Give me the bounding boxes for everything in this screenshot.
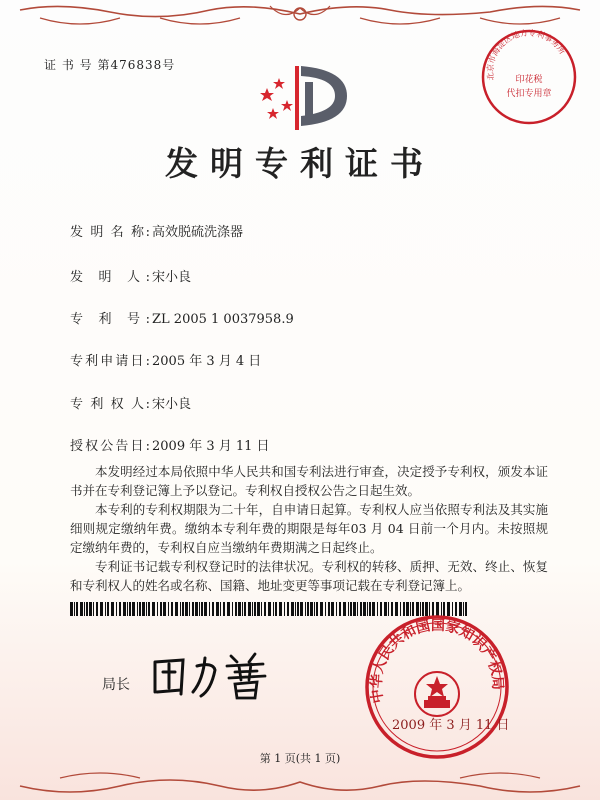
barcode-bar xyxy=(235,602,237,616)
national-emblem-icon xyxy=(415,672,459,716)
certificate-number: 证 书 号 第476838号 xyxy=(44,58,176,72)
barcode-bar xyxy=(209,602,210,616)
barcode-bar xyxy=(212,602,214,616)
barcode-bar xyxy=(116,602,117,616)
patent-office-logo-icon xyxy=(255,60,365,132)
barcode-bar xyxy=(254,602,256,616)
barcode-bar xyxy=(348,602,349,616)
barcode-bar xyxy=(300,602,303,616)
barcode-bar xyxy=(76,602,78,616)
barcode-bar xyxy=(163,602,166,616)
barcode-bar xyxy=(100,602,103,616)
barcode-bar xyxy=(305,602,306,616)
barcode-bar xyxy=(223,602,225,616)
barcode-bar xyxy=(80,602,83,616)
barcode-bar xyxy=(201,602,203,616)
barcode-bar xyxy=(336,602,337,616)
body-paragraph: 本发明经过本局依照中华人民共和国专利法进行审查，决定授予专利权，颁发本证书并在专利登记簿上予以登记。专利权自授权公告之日起生效。 xyxy=(70,464,548,498)
barcode-bar xyxy=(70,602,73,616)
barcode-bar xyxy=(168,602,169,616)
barcode-bar xyxy=(84,602,85,616)
field-label: 专利申请日: xyxy=(70,354,150,369)
barcode-bar xyxy=(291,602,294,616)
inventor-field xyxy=(70,266,191,285)
field-value: 2009 年 3 月 11 日 xyxy=(152,439,270,454)
barcode-bar xyxy=(279,602,282,616)
svg-text:中华人民共和国国家知识产权局: 中华人民共和国国家知识产权局 xyxy=(368,617,506,705)
barcode-bar xyxy=(119,602,121,616)
barcode-bar xyxy=(310,602,313,616)
seal-date: 2009 年 3 月 11 日 xyxy=(392,718,510,733)
barcode-bar xyxy=(216,602,219,616)
barcode-bar xyxy=(111,602,114,616)
barcode-bar xyxy=(142,602,145,616)
svg-text:代扣专用章: 代扣专用章 xyxy=(506,89,552,99)
barcode-bar xyxy=(139,602,141,616)
svg-text:印花税: 印花税 xyxy=(515,75,543,85)
barcode-bar xyxy=(199,602,200,616)
barcode-bar xyxy=(204,602,207,616)
barcode-bar xyxy=(171,602,173,616)
barcode-bar xyxy=(248,602,251,616)
field-value: 高效脱硫洗涤器 xyxy=(152,225,244,240)
body-paragraph: 专利证书记载专利权登记时的法律状况。专利权的转移、质押、无效、终止、恢复和专利权人的姓名或名称、国籍、地址变更等事项记载在专利登记簿上。 xyxy=(70,559,548,593)
barcode-bar xyxy=(189,602,190,616)
barcode-bar xyxy=(287,602,289,616)
barcode-bar xyxy=(264,602,266,616)
barcode-bar xyxy=(275,602,277,616)
barcode-bar xyxy=(105,602,106,616)
field-label: 授权公告日: xyxy=(70,439,150,454)
barcode-bar xyxy=(331,602,334,616)
barcode-bar xyxy=(353,602,356,616)
grant-date-field xyxy=(70,435,270,454)
barcode-bar xyxy=(160,602,162,616)
barcode-bar xyxy=(74,602,75,616)
barcode-bar xyxy=(192,602,194,616)
barcode-bar xyxy=(195,602,198,616)
barcode-bar xyxy=(137,602,138,616)
application-date-field xyxy=(70,350,261,369)
field-label: 专 利 号: xyxy=(70,312,150,327)
barcode-bar xyxy=(146,602,147,616)
barcode-bar xyxy=(157,602,158,616)
barcode-bar xyxy=(107,602,109,616)
barcode-bar xyxy=(232,602,233,616)
barcode-bar xyxy=(261,602,262,616)
barcode-bar xyxy=(284,602,285,616)
official-seal xyxy=(362,612,512,762)
barcode-bar xyxy=(89,602,92,616)
barcode-bar xyxy=(182,602,184,616)
barcode-bar xyxy=(268,602,271,616)
barcode-bar xyxy=(129,602,131,616)
field-label: 发 明 人: xyxy=(70,270,150,285)
barcode-bar xyxy=(227,602,230,616)
barcode-bar xyxy=(123,602,126,616)
barcode-bar xyxy=(273,602,274,616)
body-paragraph: 本专利的专利权期限为二十年，自申请日起算。专利权人应当依照专利法及其实施细则规定缴纳年费。缴纳本专利年费的期限是每年03 月 04 日前一个月内。未按照规定缴纳年费的，专利权自应当缴纳年费期满之日起终止。 xyxy=(70,502,548,555)
barcode-bar xyxy=(180,602,181,616)
field-label: 专 利 权 人: xyxy=(70,397,150,412)
barcode-bar xyxy=(148,602,150,616)
barcode-bar xyxy=(175,602,178,616)
page-number: 第 1 页(共 1 页) xyxy=(259,752,341,765)
barcode-bar xyxy=(343,602,346,616)
barcode-bar xyxy=(252,602,253,616)
barcode-bar xyxy=(257,602,260,616)
barcode-bar xyxy=(350,602,352,616)
barcode-bar xyxy=(86,602,88,616)
barcode-bar xyxy=(339,602,341,616)
patentee-field xyxy=(70,393,191,412)
bottom-ornament xyxy=(0,752,600,800)
barcode-bar xyxy=(96,602,98,616)
field-value: 宋小良 xyxy=(152,397,192,412)
barcode-bar xyxy=(328,602,330,616)
svg-text:北京市海淀区地方专利事务所: 北京市海淀区地方专利事务所 xyxy=(485,28,567,81)
barcode-bar xyxy=(238,602,241,616)
certificate-body xyxy=(70,462,548,595)
director-signature xyxy=(145,644,275,704)
signature-label: 局长 xyxy=(102,677,130,693)
field-value: ZL 2005 1 0037958.9 xyxy=(152,312,294,327)
field-value: 2005 年 3 月 4 日 xyxy=(152,354,262,369)
barcode-bar xyxy=(297,602,299,616)
invention-name-field xyxy=(70,221,243,240)
barcode-bar xyxy=(295,602,296,616)
barcode-bar xyxy=(316,602,318,616)
barcode-bar xyxy=(357,602,358,616)
barcode-bar xyxy=(220,602,221,616)
barcode-bar xyxy=(93,602,94,616)
barcode-bar xyxy=(152,602,155,616)
barcode-bar xyxy=(185,602,188,616)
patent-number-field xyxy=(70,308,294,327)
field-value: 宋小良 xyxy=(152,270,192,285)
barcode-bar xyxy=(242,602,243,616)
barcode-bar xyxy=(314,602,315,616)
tax-stamp-seal xyxy=(474,22,584,132)
barcode-bar xyxy=(132,602,135,616)
barcode-bar xyxy=(127,602,128,616)
barcode-bar xyxy=(325,602,326,616)
field-label: 发 明 名 称: xyxy=(70,225,150,240)
certificate-title: 发明专利证书 xyxy=(165,144,435,183)
barcode-bar xyxy=(307,602,309,616)
barcode-bar xyxy=(244,602,246,616)
barcode-bar xyxy=(320,602,323,616)
